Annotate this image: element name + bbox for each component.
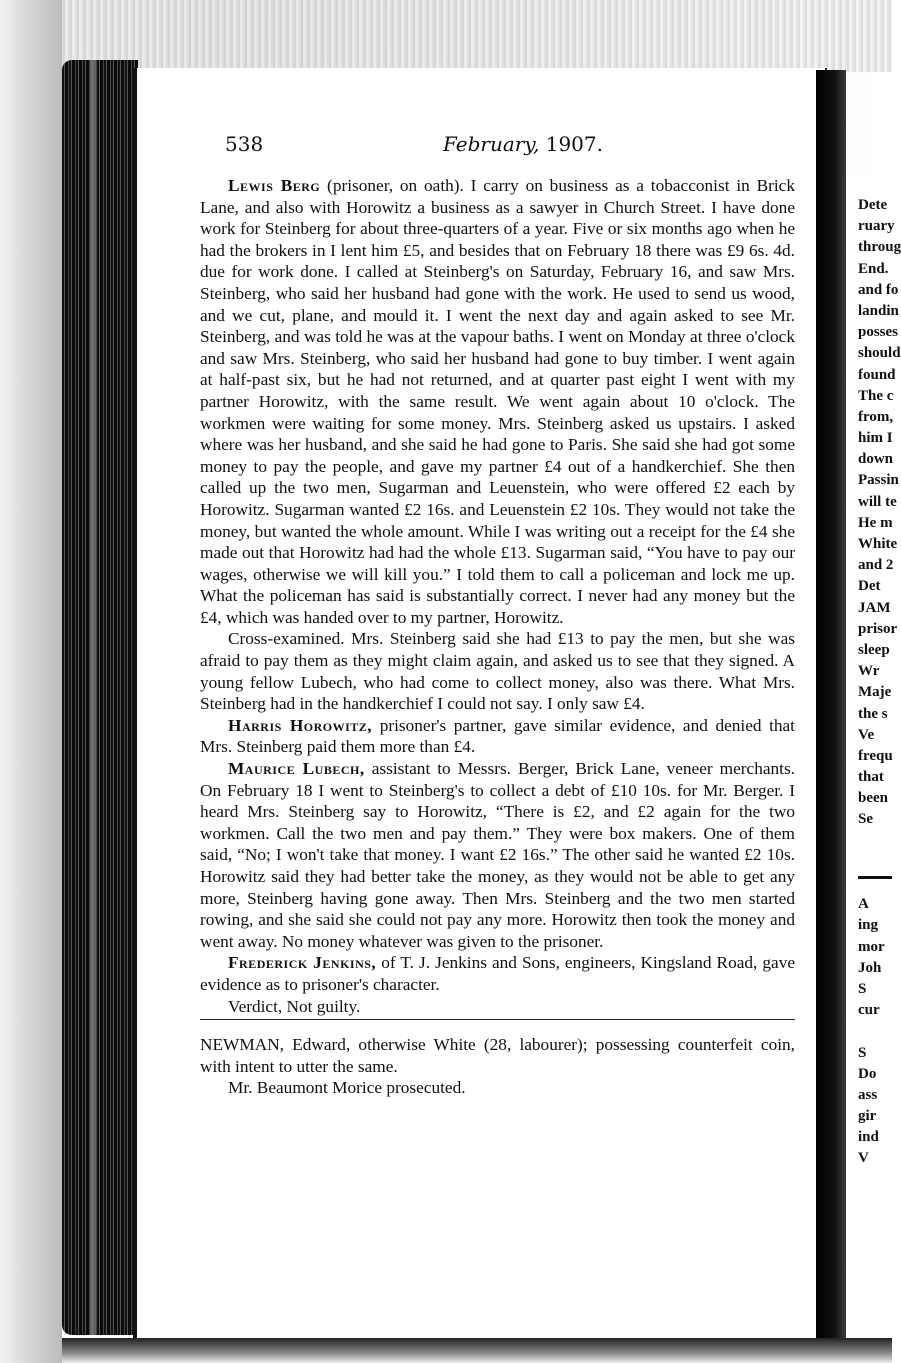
facing-page-fragment: mor [858,938,885,955]
facing-page-fragment: White [858,536,898,552]
facing-page-fragments [858,195,901,1170]
facing-page-fragment: sleep [858,641,890,658]
witness-name: Harris Horowitz, [228,715,373,735]
paragraph-text: (prisoner, on oath). I carry on business as a tobacconist in Brick Lane, and also with Horowitz a business as a sawyer in Church Street. I have done work for Steinberg for about three-quarters of a year. Five or six months ago when he had the brokers in I lent him £5, and besides that on February 18 there was £9 6s. 4d. due for work done. I called at Steinberg's on Saturday, February 16, and saw Mrs. Steinberg, who said her husband had gone with the work. He used to send us wood, and we cut, plane, and mould it. I went the next day and again asked to see Mr. Steinberg, and was told he was at the vapour baths. I went on Monday at three o'clock and saw Mrs. Steinberg, who said her husband had gone to buy timber. I went again at half-past six, but he had not returned, and at quarter past eight I went with my partner Horowitz, with the same result. We went again about 10 o'clock. The workmen were waiting for some money. Mrs. Steinberg asked us upstairs. I asked where was her husband, and she said he had gone to Paris. She said she had got some money to pay the people, and gave my partner £4 out of a handkerchief. She then called up the two men, Sugarman and Leuenstein, who were offered £2 each by Horowitz. Sugarman wanted £2 16s. and Leuenstein £2 10s. They would not take the money, but wanted the whole amount. While I was writing out a receipt for the £4 she made out that Horowitz had had the whole £13. Sugarman said, “You have to pay our wages, otherwise we will kill you.” I told them to call a policeman and lock me up. What the policeman has said is substantially correct. I never had any money but the £4, which was handed over to my partner, Horowitz. [200,176,795,627]
facing-page-fragment: and fo [858,281,899,298]
facing-page-fragment: posses [858,324,899,341]
facing-page-fragment: JAM [858,599,891,616]
paragraph-text: Verdict, Not guilty. [228,996,361,1016]
running-head-year: 1907. [545,132,603,156]
facing-page-fragment: ass [858,1086,878,1103]
facing-page-fragment: S [858,980,867,997]
facing-page-fragment: the s [858,705,888,722]
facing-page-fragment: S [858,1044,867,1061]
witness-name: Maurice Lubech, [228,759,365,779]
paragraph [200,715,795,758]
running-head-month: February, [443,132,540,156]
facing-page-fragment: found [858,366,896,383]
prosecution-line: Mr. Beaumont Morice prosecuted. [228,1078,466,1098]
paragraph [200,758,795,952]
facing-page-fragment: frequ [858,747,893,764]
facing-page-fragment: gir [858,1108,877,1125]
page-body [200,175,795,1099]
facing-page-fragment: prisor [858,620,898,637]
case-heading: NEWMAN, Edward, otherwise White (28, labourer); possessing counterfeit coin, with intent to utter the same. [200,1035,795,1076]
facing-page-fragment: A [858,896,869,913]
paragraph-text: assistant to Messrs. Berger, Brick Lane, veneer merchants. On February 18 I went to Steinberg's to collect a debt of £10 10s. for Mr. Berger. I heard Mrs. Steinberg say to Horowitz, “There is £2, and £2 again for the two workmen. Call the two men and pay them.” They were box makers. One of them said, “No; I won't take that money. I want £2 16s.” The other said he wanted £2 10s. Horowitz said they had better take the money, as they would not be able to get any more, Steinberg having gone away. Then Mrs. Steinberg and the two men started rowing, and she said she could not pay any more. Horowitz then took the money and went away. No money whatever was given to the prisoner. [200,759,795,951]
facing-page-fragment: Se [858,811,873,828]
book-gutter [816,70,846,1360]
facing-page-fragment: down [858,451,894,468]
facing-page-fragment: should [858,345,901,362]
facing-page-fragment: ind [858,1129,879,1146]
facing-page-fragment: from, [858,408,894,425]
facing-page-fragment: will te [858,493,897,510]
facing-page-fragment: He m [858,514,893,531]
facing-page-fragment: End. [858,260,889,277]
facing-page-fragment [858,852,898,873]
witness-name: Lewis Berg [228,176,321,195]
page-header [225,132,605,160]
facing-page-fragment: Dete [858,197,888,213]
facing-page-divider [858,876,892,879]
facing-page-fragment: throug [858,239,901,256]
facing-page-fragment: been [858,790,888,807]
facing-page-fragment: Passin [858,472,899,489]
facing-page-fragment: V [858,1150,869,1167]
paragraph-text: of T. J. Jenkins and Sons, engineers, Kingsland Road, gave evidence as to prisoner's character. [200,953,796,994]
facing-page-fragment: Maje [858,684,892,701]
facing-page-fragment [858,1021,898,1042]
facing-page-fragment: that [858,769,884,786]
facing-page-fragment: Joh [858,959,882,976]
facing-page-fragment: The c [858,387,894,404]
book-spine [0,0,62,1363]
facing-page-fragment: Ve [858,726,875,743]
paragraph-text: prisoner's partner, gave similar evidence, and denied that Mrs. Steinberg paid them more than £4. [200,715,795,757]
facing-page-fragment: Do [858,1065,877,1082]
paragraph [200,952,795,995]
facing-page-fragment: him I [858,430,893,447]
facing-page-fragment: cur [858,1002,880,1019]
page-number: 538 [225,132,264,156]
facing-page-fragment: and 2 [858,557,894,574]
verdict [200,996,795,1018]
scan-bottom-edge [62,1338,892,1363]
facing-page-fragment [858,831,898,852]
running-head [443,132,603,156]
paragraph [200,628,795,714]
case-divider [200,1019,795,1020]
facing-page-fragment: ing [858,917,879,934]
facing-page-fragment: landin [858,302,899,319]
page-edges [62,60,138,1335]
facing-page-fragment: Wr [858,663,880,680]
facing-page-fragment: Det [858,578,881,595]
witness-name: Frederick Jenkins, [228,953,377,973]
facing-page-fragment: ruary [858,218,895,235]
paragraph [200,175,795,628]
paragraph-text: Cross-examined. Mrs. Steinberg said she had £13 to pay the men, but she was afraid to pay them as they might claim again, and asked us to see that they signed. A young fellow Lubech, who had come to collect money, also was there. What Mrs. Steinberg had in the handkerchief I could not say. I only saw £4. [200,629,795,714]
